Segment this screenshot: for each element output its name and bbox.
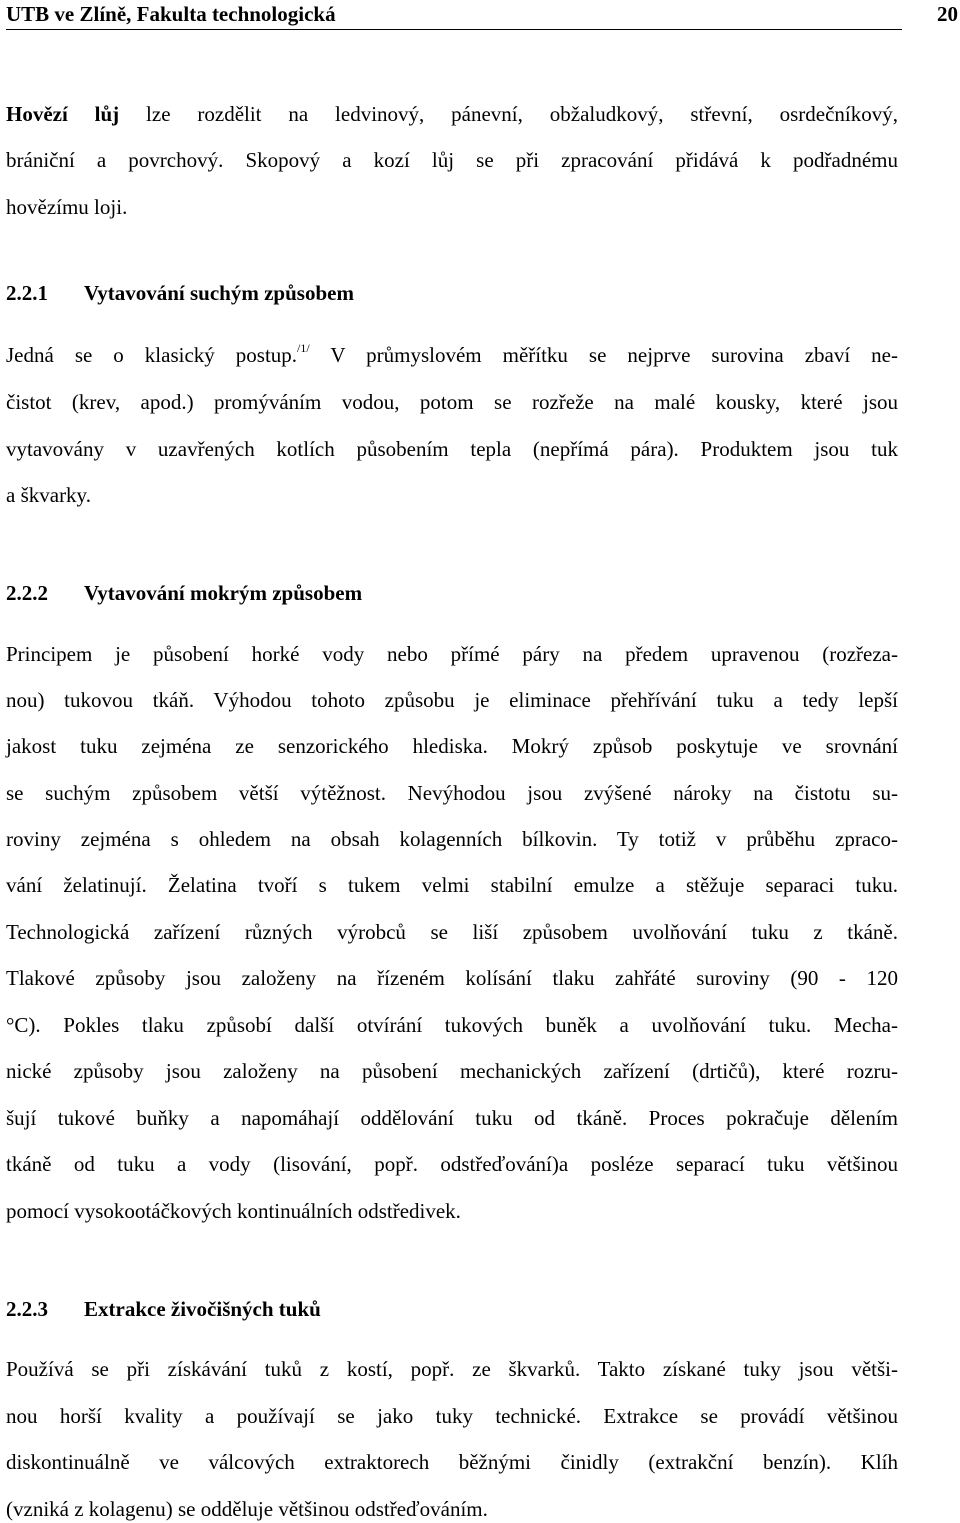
section-number: 2.2.2 <box>6 581 48 605</box>
paragraph-line: vytavovány v uzavřených kotlích působením tepla (nepřímá pára). Produktem jsou tuk <box>6 437 898 461</box>
section-title: Vytavování mokrým způsobem <box>84 581 363 605</box>
header-title: UTB ve Zlíně, Fakulta technologická <box>6 2 336 26</box>
paragraph-line: jakost tuku zejména ze senzorického hlediska. Mokrý způsob poskytuje ve srovnání <box>6 734 898 758</box>
paragraph-line: Principem je působení horké vody nebo přímé páry na předem upravenou (rozřeza- <box>6 642 898 666</box>
section-heading <box>6 280 354 306</box>
section-title: Vytavování suchým způsobem <box>84 281 354 305</box>
paragraph-line: Technologická zařízení různých výrobců se liší způsobem uvolňování tuku z tkáně. <box>6 920 898 944</box>
paragraph-line: šují tukové buňky a napomáhají oddělování tuku od tkáně. Proces pokračuje dělením <box>6 1106 898 1130</box>
paragraph-line: Jedná se o klasický postup.$^{/1/}$ V průmyslovém měřítku se nejprve surovina zbaví ne- <box>6 341 898 367</box>
section-number: 2.2.1 <box>6 281 48 305</box>
paragraph-line: nou horší kvality a používají se jako tuky technické. Extrakce se provádí většinou <box>6 1404 898 1428</box>
paragraph-line: a škvarky. <box>6 483 91 507</box>
section-heading <box>6 1296 321 1322</box>
paragraph-line: diskontinuálně ve válcových extraktorech běžnými činidly (extrakční benzín). Klíh <box>6 1450 898 1474</box>
section-title: Extrakce živočišných tuků <box>84 1297 321 1321</box>
section-number: 2.2.3 <box>6 1297 48 1321</box>
paragraph-line: se suchým způsobem větší výtěžnost. Nevýhodou jsou zvýšené nároky na čistotu su- <box>6 781 898 805</box>
paragraph-line: pomocí vysokootáčkových kontinuálních odstředivek. <box>6 1199 461 1223</box>
page-header <box>6 0 960 30</box>
paragraph-line: (vzniká z kolagenu) se odděluje většinou odstřeďováním. <box>6 1497 488 1521</box>
header-rule <box>6 29 902 30</box>
paragraph-line: čistot (krev, apod.) promýváním vodou, potom se rozřeže na malé kousky, které jsou <box>6 390 898 414</box>
paragraph-line: °C). Pokles tlaku způsobí další otvírání tukových buněk a uvolňování tuku. Mecha- <box>6 1013 898 1037</box>
paragraph-line: Hovězí lůj lze rozdělit na ledvinový, pánevní, obžaludkový, střevní, osrdečníkový, <box>6 102 898 126</box>
paragraph-line: brániční a povrchový. Skopový a kozí lůj se při zpracování přidává k podřadnému <box>6 148 898 172</box>
citation-ref: /1/ <box>297 341 310 355</box>
paragraph-line: Používá se při získávání tuků z kostí, popř. ze škvarků. Takto získané tuky jsou větši- <box>6 1357 898 1381</box>
paragraph-line: hovězímu loji. <box>6 195 128 219</box>
paragraph-line: nou) tukovou tkáň. Výhodou tohoto způsobu je eliminace přehřívání tuku a tedy lepší <box>6 688 898 712</box>
bold-term: Hovězí lůj <box>6 102 120 126</box>
paragraph-line: vání želatinují. Želatina tvoří s tukem velmi stabilní emulze a stěžuje separaci tuku. <box>6 873 898 897</box>
section-heading <box>6 580 362 606</box>
paragraph-line: roviny zejména s ohledem na obsah kolagenních bílkovin. Ty totiž v průběhu zpraco- <box>6 827 898 851</box>
paragraph-line: nické způsoby jsou založeny na působení mechanických zařízení (drtičů), které rozru- <box>6 1059 898 1083</box>
paragraph-line: tkáně od tuku a vody (lisování, popř. odstřeďování)a posléze separací tuku většinou <box>6 1152 898 1176</box>
page-number: 20 <box>937 2 958 26</box>
paragraph-line: Tlakové způsoby jsou založeny na řízeném kolísání tlaku zahřáté suroviny (90 - 120 <box>6 966 898 990</box>
